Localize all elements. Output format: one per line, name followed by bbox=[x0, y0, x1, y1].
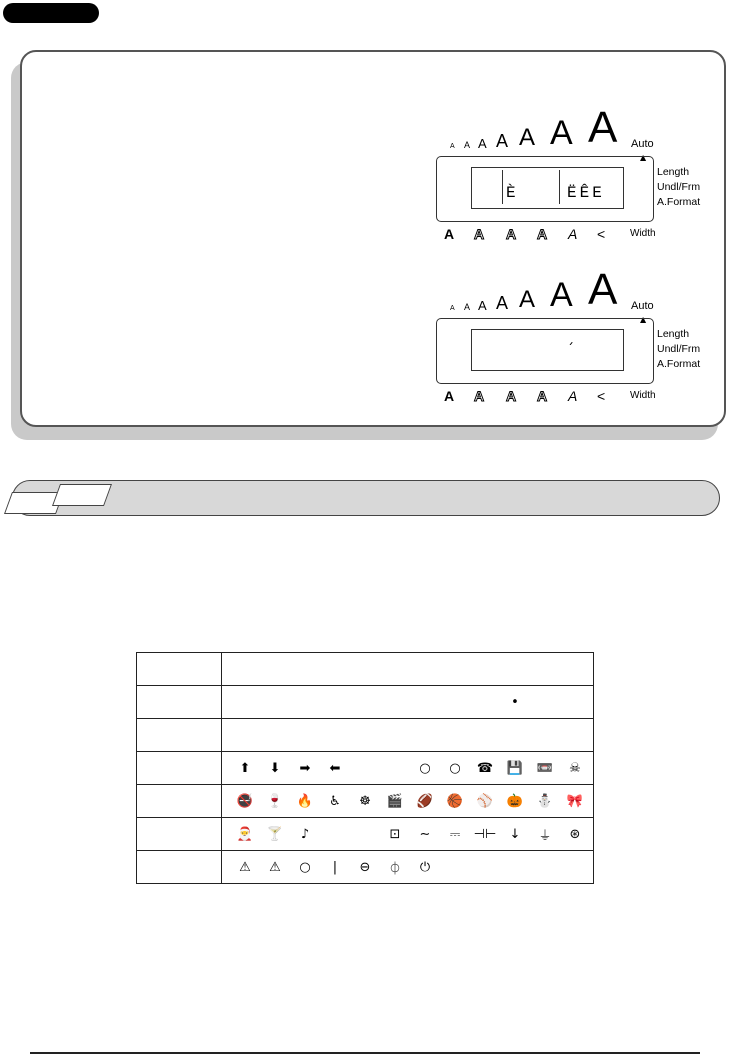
circle-minus-icon: ⊖ bbox=[359, 859, 371, 875]
fragile-icon: 🍷 bbox=[266, 793, 284, 809]
lcd-display-2 bbox=[432, 265, 729, 404]
power-icon: ⏻ bbox=[419, 859, 431, 875]
square-dot-icon: ⊡ bbox=[389, 826, 401, 842]
screen-char-left: È bbox=[506, 184, 516, 202]
size-glyph-2: A bbox=[464, 302, 471, 312]
symbol-row-6 bbox=[222, 818, 593, 850]
circle-icon: ○ bbox=[419, 760, 431, 776]
lcd-display-1 bbox=[432, 103, 729, 242]
table-row bbox=[137, 719, 594, 752]
size-glyph-1: A bbox=[450, 305, 455, 312]
size-glyph-7: A bbox=[588, 265, 618, 314]
size-glyph-4: A bbox=[496, 293, 509, 313]
width-glyph-1: A bbox=[444, 388, 455, 404]
santa-icon: 🎅 bbox=[236, 826, 254, 842]
wheelchair-icon: ♿ bbox=[329, 793, 341, 809]
arrow-right-icon: ➡ bbox=[299, 760, 311, 776]
ribbon-icon: 🎀 bbox=[566, 793, 584, 809]
skull-icon: ☠ bbox=[569, 760, 581, 776]
no-smoking-icon: 🚭 bbox=[236, 793, 254, 809]
indicator-arrow-icon: ▲ bbox=[640, 153, 647, 162]
warning-icon: ⚠ bbox=[269, 859, 281, 875]
emblem-icon: ☸ bbox=[359, 793, 371, 809]
side-label-undl: Undl/Frm bbox=[657, 343, 701, 355]
symbol-row-4 bbox=[222, 752, 593, 784]
width-glyph-3: A bbox=[506, 226, 517, 242]
width-glyph-2: A bbox=[474, 388, 485, 404]
size-glyph-6: A bbox=[550, 114, 573, 152]
capacitor-icon: ⊣⊢ bbox=[473, 826, 497, 842]
symbol-row-1 bbox=[222, 653, 593, 685]
indicator-arrow-icon: ▲ bbox=[640, 315, 647, 324]
size-glyph-3: A bbox=[478, 136, 487, 151]
footer-rule bbox=[30, 1052, 700, 1054]
telephone-icon: ☎ bbox=[476, 760, 494, 776]
symbol-row-2 bbox=[222, 686, 593, 718]
section-badge bbox=[3, 3, 99, 23]
width-glyph-4: A bbox=[537, 226, 548, 242]
width-label: Width bbox=[630, 390, 656, 401]
note-header-bar bbox=[12, 480, 720, 516]
table-row bbox=[137, 752, 594, 785]
lcd-screen bbox=[436, 156, 654, 222]
ac-icon: ∼ bbox=[419, 826, 431, 842]
side-labels bbox=[657, 327, 700, 372]
size-glyph-6: A bbox=[550, 276, 573, 314]
clapperboard-icon: 🎬 bbox=[386, 793, 404, 809]
arrow-left-icon: ⬅ bbox=[329, 760, 341, 776]
size-indicator-row bbox=[432, 103, 692, 152]
vertical-bar-icon: | bbox=[332, 859, 338, 875]
width-indicator-row bbox=[444, 388, 684, 404]
baseball-icon: ⚾ bbox=[476, 793, 494, 809]
size-indicator-row bbox=[432, 265, 692, 314]
pumpkin-icon: 🎃 bbox=[506, 793, 524, 809]
screen-chars-right: ËÊE bbox=[567, 184, 605, 202]
width-glyph-4: A bbox=[537, 388, 548, 404]
symbol-row-7 bbox=[222, 851, 593, 883]
ground-icon: ⏚ bbox=[538, 828, 552, 844]
width-glyph-2: A bbox=[474, 226, 485, 242]
width-glyph-6: < bbox=[597, 388, 606, 404]
screen-accent-mark: ˊ bbox=[567, 342, 574, 358]
snowman-icon: ⛄ bbox=[536, 793, 554, 809]
size-glyph-5: A bbox=[519, 124, 536, 151]
large-circle-icon: ○ bbox=[299, 859, 311, 875]
width-label: Width bbox=[630, 228, 656, 239]
auto-label: Auto bbox=[631, 138, 654, 150]
flame-icon: 🔥 bbox=[296, 793, 314, 809]
symbol-row-5 bbox=[222, 785, 593, 817]
size-glyph-1: A bbox=[450, 143, 455, 150]
table-row bbox=[137, 785, 594, 818]
cassette-icon: 📼 bbox=[536, 760, 554, 776]
football-icon: 🏈 bbox=[416, 793, 434, 809]
symbol-row-3 bbox=[222, 719, 593, 751]
side-label-length: Length bbox=[657, 328, 690, 340]
floppy-disk-icon: 💾 bbox=[506, 760, 524, 776]
table-row bbox=[137, 653, 594, 686]
width-glyph-6: < bbox=[597, 226, 606, 242]
side-label-aformat: A.Format bbox=[657, 196, 701, 208]
table-row bbox=[137, 818, 594, 851]
music-note-icon: ♪ bbox=[300, 826, 310, 842]
size-glyph-4: A bbox=[496, 131, 509, 151]
dc-icon: ⎓ bbox=[449, 826, 461, 842]
down-arrow-icon: ↓ bbox=[509, 826, 521, 842]
table-row bbox=[137, 686, 594, 719]
width-glyph-1: A bbox=[444, 226, 455, 242]
side-label-undl: Undl/Frm bbox=[657, 181, 701, 193]
size-glyph-7: A bbox=[588, 103, 618, 152]
note-tag-2 bbox=[52, 484, 112, 506]
width-glyph-5: A bbox=[568, 226, 578, 242]
width-glyph-5: A bbox=[568, 388, 578, 404]
side-label-length: Length bbox=[657, 166, 690, 178]
circle-star-icon: ⊛ bbox=[569, 826, 581, 842]
warning-icon: ⚠ bbox=[239, 859, 251, 875]
circle-icon: ○ bbox=[449, 760, 461, 776]
bullet-icon: • bbox=[511, 694, 519, 710]
arrow-up-icon: ⬆ bbox=[239, 760, 251, 776]
circle-line-icon: ⏀ bbox=[388, 861, 402, 877]
lcd-text-area bbox=[471, 167, 624, 209]
size-glyph-2: A bbox=[464, 140, 471, 150]
basketball-icon: 🏀 bbox=[446, 793, 464, 809]
symbol-table bbox=[136, 652, 594, 884]
lcd-text-area bbox=[471, 329, 624, 371]
side-labels bbox=[657, 165, 700, 210]
lcd-screen bbox=[436, 318, 654, 384]
width-indicator-row bbox=[444, 226, 684, 242]
size-glyph-5: A bbox=[519, 286, 536, 313]
glass-icon: 🍸 bbox=[266, 826, 284, 842]
side-label-aformat: A.Format bbox=[657, 358, 701, 370]
table-row bbox=[137, 851, 594, 884]
auto-label: Auto bbox=[631, 300, 654, 312]
size-glyph-3: A bbox=[478, 298, 487, 313]
width-glyph-3: A bbox=[506, 388, 517, 404]
arrow-down-icon: ⬇ bbox=[269, 760, 281, 776]
